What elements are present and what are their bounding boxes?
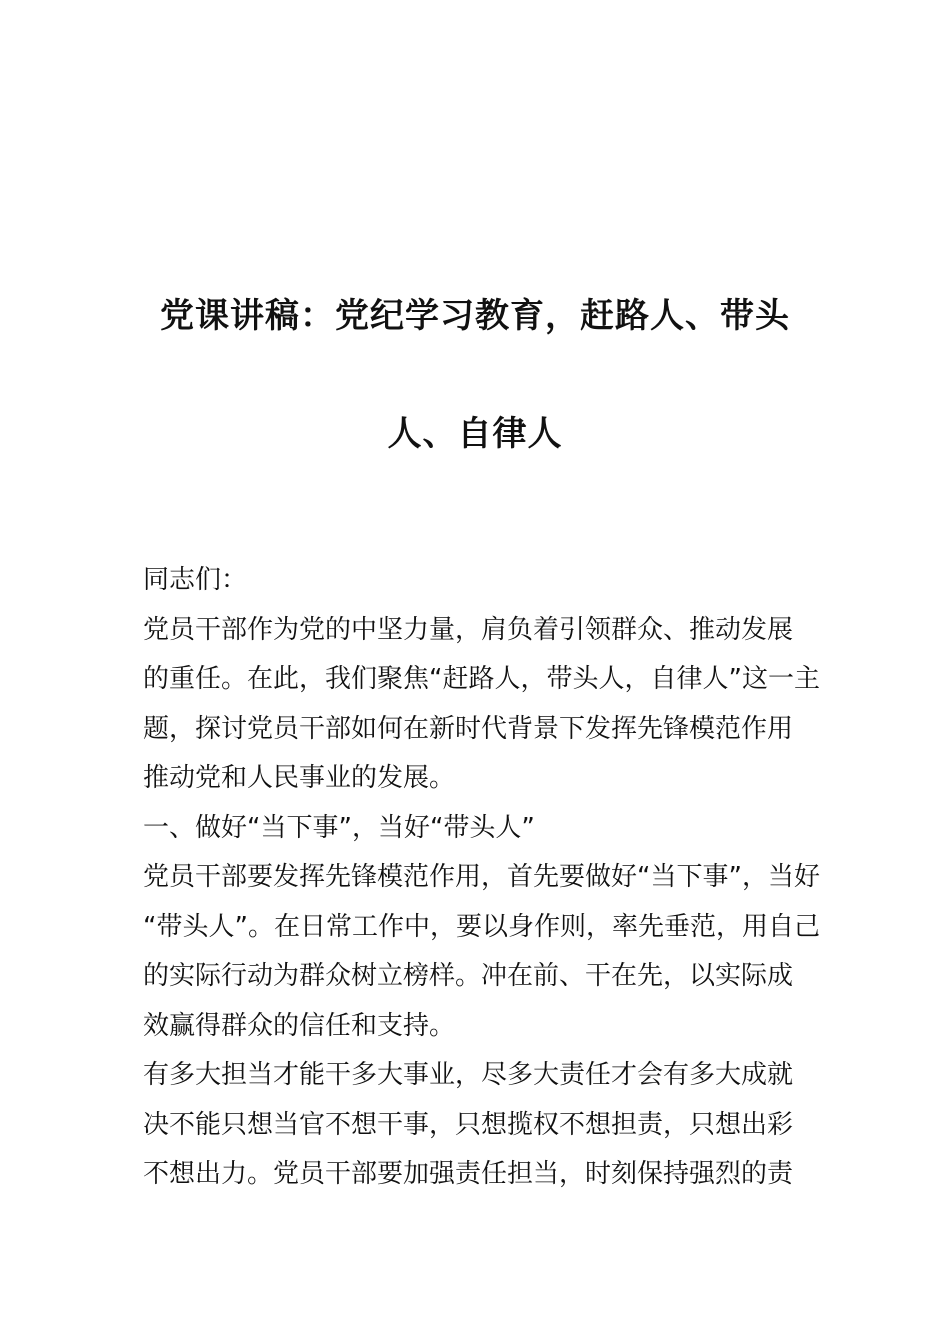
paragraph-line: 不想出力。党员干部要加强责任担当，时刻保持强烈的责 (143, 1159, 794, 1189)
paragraph-line: 的重任。在此，我们聚焦“赶路人，带头人，自律人”这一主 (143, 664, 820, 694)
paragraph-line: 推动党和人民事业的发展。 (143, 763, 456, 793)
paragraph-line: 的实际行动为群众树立榜样。冲在前、干在先，以实际成 (143, 961, 794, 991)
document-title-line-2: 人、自律人 (387, 414, 563, 454)
paragraph-line: 党员干部要发挥先锋模范作用，首先要做好“当下事”，当好 (143, 862, 820, 892)
paragraph-line: 效赢得群众的信任和支持。 (143, 1010, 456, 1041)
salutation: 同志们： (143, 565, 248, 595)
document-title-line-1: 党课讲稿：党纪学习教育，赶路人、带头 (160, 296, 790, 336)
document-body (143, 556, 823, 1200)
paragraph-line: 有多大担当才能干多大事业，尽多大责任才会有多大成就 (143, 1060, 794, 1090)
paragraph-line: 决不能只想当官不想干事，只想揽权不想担责，只想出彩 (143, 1109, 794, 1140)
paragraph-line: 党员干部作为党的中坚力量，肩负着引领群众、推动发展 (143, 614, 794, 645)
paragraph-line: 题，探讨党员干部如何在新时代背景下发挥先锋模范作用 (143, 713, 794, 744)
section-heading: 一、做好“当下事”，当好“带头人” (143, 812, 535, 843)
paragraph-line: “带头人”。在日常工作中，要以身作则，率先垂范，用自己 (143, 911, 820, 942)
